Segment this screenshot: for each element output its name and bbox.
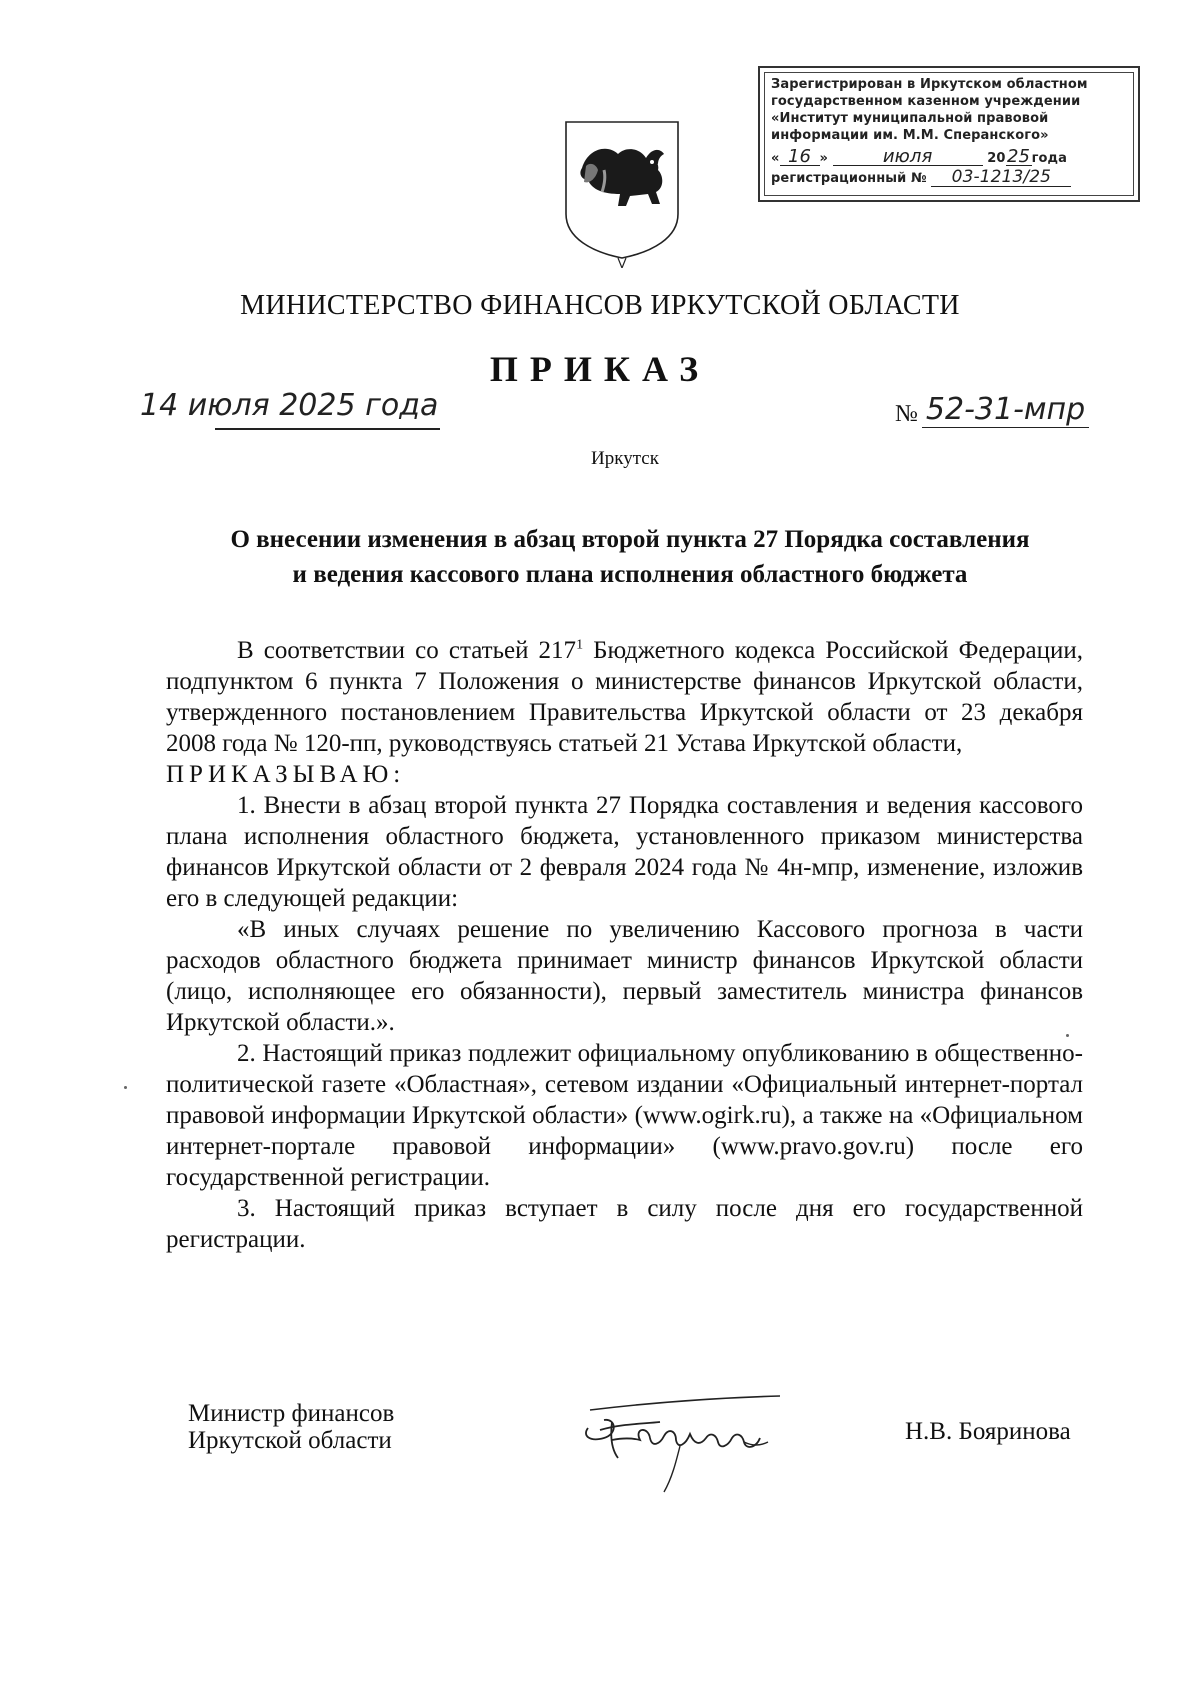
document-body: [166, 635, 1083, 1255]
stamp-year-word: года: [1031, 151, 1067, 166]
signatory-name: Н.В. Бояринова: [905, 1418, 1071, 1445]
handwritten-signature: [560, 1388, 800, 1498]
date-underline: [215, 428, 440, 430]
title-line: и ведения кассового плана исполнения областного бюджета: [292, 561, 968, 588]
preamble-start: В соответствии со статьей 217: [237, 637, 577, 664]
preamble-paragraph: [166, 635, 1083, 759]
preamble-rest: Бюджетного кодекса Российской Федерации, подпунктом 6 пункта 7 Положения о министерстве финансов Иркутской области, утвержденного постановлением Правительства Иркутской области от 23 декабря 2008 года № 120-пп, руководствуясь статьей 21 Устава Иркутской области,: [166, 637, 1083, 757]
order-number-handwritten: 52-31-мпр: [922, 392, 1089, 428]
stamp-reg-number: 03-1213/25: [931, 169, 1071, 187]
scan-speck: [124, 1086, 127, 1089]
signatory-position-line: Министр финансов: [188, 1400, 395, 1427]
ministry-name: МИНИСТЕРСТВО ФИНАНСОВ ИРКУТСКОЙ ОБЛАСТИ: [240, 290, 960, 321]
signatory-position: [188, 1400, 394, 1454]
signatory-position-line: Иркутской области: [188, 1427, 392, 1454]
stamp-year-suffix: 25: [1007, 146, 1031, 167]
stamp-year-prefix: 20: [987, 151, 1006, 166]
order-date-handwritten: 14 июля 2025 года: [140, 388, 439, 423]
order-number-label: №: [895, 401, 918, 427]
article-superscript: 1: [576, 637, 584, 653]
stamp-line: Зарегистрирован в Иркутском областном: [771, 77, 1088, 92]
order-word: ПРИКАЗЫВАЮ:: [166, 761, 406, 788]
scan-speck: [1066, 1034, 1069, 1037]
order-number-block: [895, 392, 1089, 428]
stamp-reg-label: регистрационный №: [771, 171, 927, 186]
stamp-date-line: « 16 » июля 2025года: [771, 146, 1067, 167]
stamp-line: государственном казенном учреждении: [771, 94, 1081, 109]
title-line: О внесении изменения в абзац второй пункта 27 Порядка составления: [230, 526, 1030, 553]
city: Иркутск: [591, 448, 659, 469]
stamp-month: июля: [833, 148, 983, 166]
registration-stamp: [758, 66, 1140, 202]
stamp-reg-line: [771, 169, 1129, 187]
stamp-line: «Институт муниципальной правовой: [771, 111, 1049, 126]
document-type: ПРИКАЗ: [489, 349, 711, 389]
registration-stamp-text: [764, 72, 1134, 196]
stamp-day: 16: [780, 148, 820, 166]
item-3-paragraph: 3. Настоящий приказ вступает в силу после дня его государственной регистрации.: [166, 1195, 1083, 1253]
stamp-line: информации им. М.М. Сперанского»: [771, 128, 1049, 143]
coat-of-arms-icon: [560, 118, 684, 268]
document-title: [150, 522, 1110, 592]
item-1-paragraph: 1. Внести в абзац второй пункта 27 Порядка составления и ведения кассового плана исполнения областного бюджета, установленного приказом министерства финансов Иркутской области от 2 февраля 2024 года № 4н-мпр, изменение, изложив его в следующей редакции:: [166, 792, 1083, 912]
item-2-paragraph: 2. Настоящий приказ подлежит официальному опубликованию в общественно-политической газете «Областная», сетевом издании «Официальный интернет-портал правовой информации Иркутской области» (www.ogirk.ru), а также на «Официальном интернет-портале правовой информации» (www.pravo.gov.ru) после его государственной регистрации.: [166, 1040, 1083, 1191]
quoted-amendment-paragraph: «В иных случаях решение по увеличению Кассового прогноза в части расходов областного бюджета принимает министр финансов Иркутской области (лицо, исполняющее его обязанности), первый заместитель министра финансов Иркутской области.».: [166, 916, 1083, 1036]
